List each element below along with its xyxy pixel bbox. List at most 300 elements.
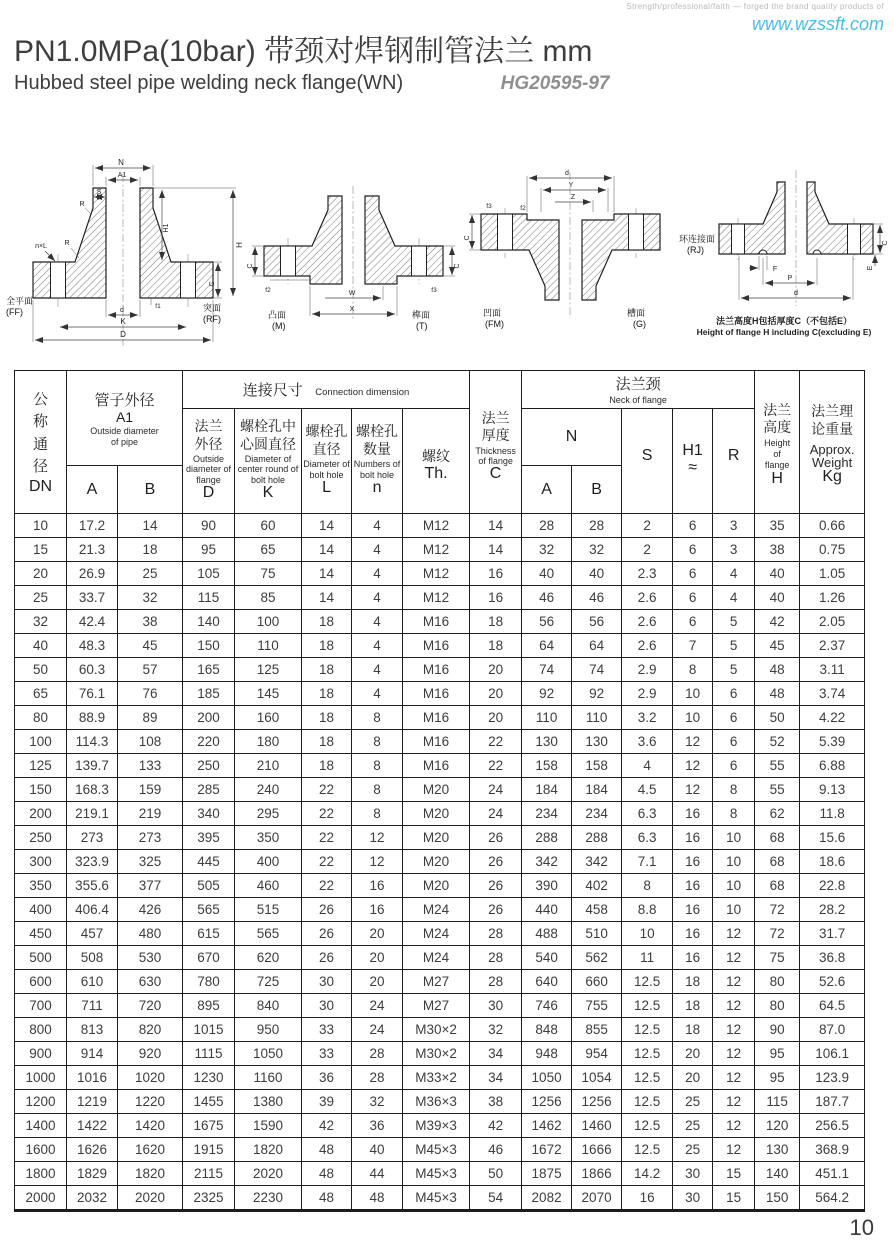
k-en: Diameter of center round of bolt hole: [237, 454, 299, 485]
table-cell: 1620: [118, 1138, 183, 1162]
table-cell: 185: [183, 682, 235, 706]
table-cell: 368.9: [800, 1138, 865, 1162]
table-cell: 68: [755, 874, 800, 898]
table-cell: 92: [572, 682, 622, 706]
d-letter: D: [202, 484, 215, 502]
height-letter: H: [771, 469, 783, 487]
table-cell: 45: [118, 634, 183, 658]
table-cell: 42: [302, 1114, 352, 1138]
table-cell: 16: [352, 898, 403, 922]
table-row: [15, 658, 865, 682]
table-row: [15, 850, 865, 874]
table-cell: 42: [755, 610, 800, 634]
table-cell: 620: [235, 946, 302, 970]
table-cell: 12: [713, 922, 755, 946]
table-cell: 5: [713, 634, 755, 658]
website-url: www.wzssft.com: [751, 14, 884, 34]
table-row: [15, 1066, 865, 1090]
table-cell: 30: [673, 1186, 713, 1211]
height-en1: Height: [764, 437, 791, 448]
dim-d: d: [564, 169, 569, 177]
dim-f: F: [772, 265, 778, 273]
table-cell: 914: [67, 1042, 118, 1066]
table-cell: 46: [522, 586, 572, 610]
dim-f2: f2: [265, 286, 272, 294]
table-cell: 130: [522, 730, 572, 754]
table-cell: 340: [183, 802, 235, 826]
table-cell: 90: [755, 1018, 800, 1042]
table-cell: 1219: [67, 1090, 118, 1114]
table-cell: 32: [470, 1018, 522, 1042]
table-cell: 11.8: [800, 802, 865, 826]
table-row: [15, 586, 865, 610]
table-cell: 288: [522, 826, 572, 850]
table-cell: 30: [470, 994, 522, 1018]
table-cell: 4.22: [800, 706, 865, 730]
table-cell: 8: [352, 706, 403, 730]
table-cell: 28: [352, 1066, 403, 1090]
table-cell: 12: [713, 946, 755, 970]
table-cell: 100: [15, 730, 67, 754]
table-cell: 0.75: [800, 538, 865, 562]
table-cell: 7: [673, 634, 713, 658]
table-row: [15, 802, 865, 826]
table-cell: 200: [15, 802, 67, 826]
table-cell: 20: [352, 922, 403, 946]
table-cell: 2: [622, 514, 673, 538]
table-cell: 500: [15, 946, 67, 970]
table-cell: 65: [15, 682, 67, 706]
face-label-t-cn: 榫面: [412, 309, 431, 320]
dim-d: d: [794, 289, 798, 297]
neck-n-label: N: [565, 427, 578, 445]
drawing-note-cn: 法兰高度H包括厚度C（不包括E）: [715, 315, 852, 326]
table-cell: 1020: [118, 1066, 183, 1090]
table-cell: 36.8: [800, 946, 865, 970]
table-cell: 12: [352, 826, 403, 850]
table-cell: 18: [302, 658, 352, 682]
table-cell: 65: [235, 538, 302, 562]
face-label-fm-cn: 凹面: [482, 307, 501, 318]
dim-c: C: [463, 234, 471, 241]
table-cell: 28: [470, 970, 522, 994]
table-cell: 80: [755, 970, 800, 994]
face-label-rj-cn: 环连接面: [678, 233, 715, 244]
dim-h: H: [235, 242, 244, 248]
table-cell: M16: [403, 610, 470, 634]
table-cell: 14: [118, 514, 183, 538]
table-cell: 74: [572, 658, 622, 682]
table-cell: 1256: [572, 1090, 622, 1114]
table-row: [15, 922, 865, 946]
table-cell: 18: [302, 754, 352, 778]
dn-label-cn: 公称通径: [32, 390, 48, 476]
table-cell: M16: [403, 706, 470, 730]
table-cell: 2.6: [622, 610, 673, 634]
table-cell: 855: [572, 1018, 622, 1042]
col-header-neck-b: B: [572, 466, 622, 514]
table-cell: M16: [403, 658, 470, 682]
table-cell: 1.26: [800, 586, 865, 610]
table-cell: M45×3: [403, 1138, 470, 1162]
table-cell: 16: [673, 802, 713, 826]
table-cell: 1420: [118, 1114, 183, 1138]
pipe-od-sub: A1: [115, 408, 134, 425]
thickness-cn1: 法兰: [481, 409, 510, 426]
col-header-thickness: [470, 371, 522, 514]
spec-table: [14, 370, 865, 1212]
table-row: [15, 1186, 865, 1211]
table-cell: M16: [403, 754, 470, 778]
table-cell: 108: [118, 730, 183, 754]
table-cell: 3.11: [800, 658, 865, 682]
table-cell: 26: [302, 946, 352, 970]
table-cell: M27: [403, 970, 470, 994]
table-cell: 219.1: [67, 802, 118, 826]
table-cell: 234: [572, 802, 622, 826]
table-cell: M20: [403, 778, 470, 802]
table-cell: 3: [713, 538, 755, 562]
table-cell: 88.9: [67, 706, 118, 730]
table-cell: 813: [67, 1018, 118, 1042]
table-cell: 12: [352, 850, 403, 874]
table-cell: 210: [235, 754, 302, 778]
table-cell: 26: [470, 898, 522, 922]
table-row: [15, 946, 865, 970]
table-cell: 8: [622, 874, 673, 898]
table-cell: M16: [403, 730, 470, 754]
table-cell: 342: [522, 850, 572, 874]
table-row: [15, 730, 865, 754]
col-header-l: [302, 409, 352, 514]
table-cell: 14: [302, 538, 352, 562]
table-cell: 10: [622, 922, 673, 946]
connection-en: Connection dimension: [315, 387, 410, 398]
table-cell: 1600: [15, 1138, 67, 1162]
table-cell: 402: [572, 874, 622, 898]
table-cell: 288: [572, 826, 622, 850]
table-cell: 2082: [522, 1186, 572, 1211]
table-cell: 1.05: [800, 562, 865, 586]
table-cell: 670: [183, 946, 235, 970]
table-cell: 21.3: [67, 538, 118, 562]
table-cell: M24: [403, 946, 470, 970]
weight-cn1: 法兰理: [811, 403, 854, 420]
table-cell: 406.4: [67, 898, 118, 922]
table-cell: 1590: [235, 1114, 302, 1138]
table-cell: 22: [470, 754, 522, 778]
table-cell: 480: [118, 922, 183, 946]
table-cell: 35: [755, 514, 800, 538]
table-cell: 36: [302, 1066, 352, 1090]
page-title: PN1.0MPa(10bar) 带颈对焊钢制管法兰 mm: [14, 35, 593, 68]
table-cell: 1829: [67, 1162, 118, 1186]
table-cell: 89: [118, 706, 183, 730]
table-row: [15, 1162, 865, 1186]
l-cn1: 螺栓孔: [305, 423, 348, 440]
table-cell: 22: [470, 730, 522, 754]
table-cell: 106.1: [800, 1042, 865, 1066]
table-cell: 17.2: [67, 514, 118, 538]
col-group-connection: [183, 371, 470, 409]
table-cell: 140: [183, 610, 235, 634]
table-cell: 285: [183, 778, 235, 802]
table-cell: 1230: [183, 1066, 235, 1090]
table-cell: 7.1: [622, 850, 673, 874]
table-cell: 25: [118, 562, 183, 586]
table-cell: 145: [235, 682, 302, 706]
table-cell: 80: [755, 994, 800, 1018]
table-cell: 1054: [572, 1066, 622, 1090]
dim-nxl: n×L: [35, 243, 47, 250]
table-cell: 75: [755, 946, 800, 970]
table-cell: 10: [15, 514, 67, 538]
col-header-dn: [15, 371, 67, 514]
n-cn1: 螺栓孔: [356, 423, 399, 440]
table-cell: 52: [755, 730, 800, 754]
table-cell: 16: [673, 946, 713, 970]
table-cell: 16: [673, 898, 713, 922]
table-cell: 150: [755, 1186, 800, 1211]
table-cell: 350: [15, 874, 67, 898]
table-cell: 40: [15, 634, 67, 658]
face-label-m-cn: 凸面: [268, 309, 287, 320]
table-cell: M20: [403, 874, 470, 898]
neck-en: Neck of flange: [609, 395, 667, 406]
table-cell: 3.2: [622, 706, 673, 730]
table-cell: 39: [302, 1090, 352, 1114]
face-label-g-code: (G): [632, 318, 646, 329]
table-cell: 28: [352, 1042, 403, 1066]
table-cell: 488: [522, 922, 572, 946]
table-cell: M24: [403, 922, 470, 946]
table-cell: 30: [302, 970, 352, 994]
dim-f3: f3: [485, 202, 492, 210]
table-cell: 48.3: [67, 634, 118, 658]
table-cell: 4: [352, 634, 403, 658]
table-cell: 250: [15, 826, 67, 850]
table-cell: 18: [302, 682, 352, 706]
table-cell: 10: [713, 898, 755, 922]
table-cell: 508: [67, 946, 118, 970]
table-cell: 159: [118, 778, 183, 802]
table-cell: 610: [67, 970, 118, 994]
table-cell: 45: [755, 634, 800, 658]
table-cell: 46: [470, 1138, 522, 1162]
table-cell: 24: [470, 802, 522, 826]
table-cell: 15: [713, 1186, 755, 1211]
table-cell: 168.3: [67, 778, 118, 802]
connection-cn: 连接尺寸: [242, 382, 303, 399]
table-cell: 12: [713, 1042, 755, 1066]
table-cell: 219: [118, 802, 183, 826]
table-cell: 38: [755, 538, 800, 562]
dim-n: N: [118, 158, 124, 167]
table-cell: 5.39: [800, 730, 865, 754]
table-cell: 1422: [67, 1114, 118, 1138]
table-cell: 12.5: [622, 1042, 673, 1066]
table-cell: 451.1: [800, 1162, 865, 1186]
table-cell: 6.88: [800, 754, 865, 778]
table-cell: 350: [235, 826, 302, 850]
table-cell: 38: [118, 610, 183, 634]
table-cell: 1915: [183, 1138, 235, 1162]
table-cell: 76.1: [67, 682, 118, 706]
table-row: [15, 538, 865, 562]
table-cell: 48: [352, 1186, 403, 1211]
height-en2: of: [773, 448, 781, 459]
table-cell: 72: [755, 922, 800, 946]
table-cell: 24: [352, 1018, 403, 1042]
table-cell: 28: [522, 514, 572, 538]
table-cell: 20: [470, 658, 522, 682]
col-header-pipe-a: A: [67, 466, 118, 514]
table-cell: 848: [522, 1018, 572, 1042]
table-cell: 4: [713, 562, 755, 586]
table-cell: 564.2: [800, 1186, 865, 1211]
table-cell: 55: [755, 778, 800, 802]
table-cell: 342: [572, 850, 622, 874]
table-cell: 20: [470, 706, 522, 730]
table-cell: 5: [713, 610, 755, 634]
table-cell: 12.5: [622, 1066, 673, 1090]
table-cell: 100: [235, 610, 302, 634]
table-cell: 20: [673, 1042, 713, 1066]
table-cell: 48: [755, 658, 800, 682]
table-cell: 565: [183, 898, 235, 922]
table-cell: 14: [302, 514, 352, 538]
table-cell: 40: [572, 562, 622, 586]
col-header-r: [713, 409, 755, 514]
table-cell: 16: [470, 586, 522, 610]
table-cell: 12: [713, 970, 755, 994]
table-cell: 28.2: [800, 898, 865, 922]
table-cell: 256.5: [800, 1114, 865, 1138]
col-header-k: [235, 409, 302, 514]
table-cell: 395: [183, 826, 235, 850]
table-cell: 56: [522, 610, 572, 634]
l-letter: L: [322, 478, 331, 496]
table-cell: 40: [522, 562, 572, 586]
table-cell: 895: [183, 994, 235, 1018]
table-cell: 26: [302, 922, 352, 946]
table-cell: 2020: [118, 1186, 183, 1211]
table-cell: 16: [470, 562, 522, 586]
table-cell: 64.5: [800, 994, 865, 1018]
table-cell: 16: [352, 874, 403, 898]
col-header-weight: [800, 371, 865, 514]
col-header-height: [755, 371, 800, 514]
table-cell: M33×2: [403, 1066, 470, 1090]
table-cell: 2.3: [622, 562, 673, 586]
table-cell: 460: [235, 874, 302, 898]
table-cell: 8: [352, 754, 403, 778]
table-cell: 1820: [118, 1162, 183, 1186]
dim-d: d: [120, 307, 124, 314]
table-cell: 2.6: [622, 634, 673, 658]
table-cell: 34: [470, 1066, 522, 1090]
table-cell: 12: [713, 1018, 755, 1042]
table-cell: 31.7: [800, 922, 865, 946]
flange-section-rj-icon: [679, 162, 889, 314]
table-cell: 140: [755, 1162, 800, 1186]
technical-drawings: [0, 150, 894, 350]
table-cell: 20: [15, 562, 67, 586]
table-cell: 180: [235, 730, 302, 754]
table-cell: 50: [755, 706, 800, 730]
col-group-neck-n: [522, 409, 622, 466]
table-cell: 80: [15, 706, 67, 730]
s-letter: S: [641, 447, 653, 465]
height-cn2: 高度: [763, 419, 792, 436]
face-label-rf-code: (RF): [203, 314, 221, 324]
table-cell: 24: [470, 778, 522, 802]
h1-approx-sign: ≈: [688, 458, 697, 476]
table-cell: 48: [302, 1138, 352, 1162]
table-cell: 22: [302, 802, 352, 826]
table-cell: 187.7: [800, 1090, 865, 1114]
table-cell: 640: [522, 970, 572, 994]
table-cell: 46: [572, 586, 622, 610]
table-cell: 250: [183, 754, 235, 778]
table-cell: 12.5: [622, 970, 673, 994]
table-cell: 4.5: [622, 778, 673, 802]
l-cn2: 直径: [312, 440, 341, 457]
table-cell: 12.5: [622, 1018, 673, 1042]
table-cell: 6.3: [622, 826, 673, 850]
table-cell: 220: [183, 730, 235, 754]
d-en: Outside diameter of flange: [186, 454, 232, 485]
table-row: [15, 1090, 865, 1114]
table-cell: 10: [673, 682, 713, 706]
table-cell: 1675: [183, 1114, 235, 1138]
table-cell: 110: [572, 706, 622, 730]
table-cell: 18: [118, 538, 183, 562]
n-cn2: 数量: [363, 440, 392, 457]
table-cell: M12: [403, 562, 470, 586]
table-cell: 33: [302, 1042, 352, 1066]
h1-letter: H1: [682, 441, 703, 459]
table-cell: 158: [522, 754, 572, 778]
face-label-ff-code: (FF): [6, 307, 23, 317]
dim-s: S: [96, 189, 102, 196]
flange-section-ff-rf-icon: [5, 150, 245, 350]
table-cell: 240: [235, 778, 302, 802]
k-letter: K: [262, 484, 274, 502]
dim-z: Z: [570, 193, 575, 201]
table-cell: 295: [235, 802, 302, 826]
standard-code: HG20595-97: [500, 73, 610, 94]
table-cell: 95: [755, 1042, 800, 1066]
page-number: 10: [849, 1215, 874, 1240]
table-cell: 948: [522, 1042, 572, 1066]
table-cell: 48: [755, 682, 800, 706]
table-cell: M20: [403, 802, 470, 826]
dim-r-bottom: R: [64, 240, 70, 247]
table-cell: 600: [15, 970, 67, 994]
table-cell: 15.6: [800, 826, 865, 850]
table-cell: 1160: [235, 1066, 302, 1090]
height-en3: flange: [764, 460, 790, 471]
neck-cn: 法兰颈: [615, 376, 661, 394]
table-cell: 954: [572, 1042, 622, 1066]
table-cell: 22: [302, 874, 352, 898]
table-cell: 30: [302, 994, 352, 1018]
table-cell: M36×3: [403, 1090, 470, 1114]
table-cell: 24: [352, 994, 403, 1018]
face-label-ff-cn: 全平面: [6, 296, 34, 306]
table-cell: 18: [302, 706, 352, 730]
